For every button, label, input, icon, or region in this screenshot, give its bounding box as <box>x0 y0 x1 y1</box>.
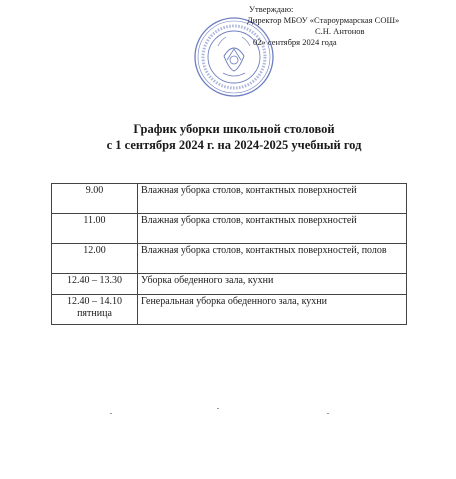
schedule-time-note: пятница <box>77 308 112 319</box>
table-row <box>52 295 407 325</box>
scan-speck <box>110 413 112 414</box>
schedule-task: Уборка обеденного зала, кухни <box>138 274 407 295</box>
schedule-task: Влажная уборка столов, контактных поверхностей, полов <box>138 244 407 274</box>
schedule-time: 9.00 <box>52 184 138 214</box>
schedule-time: 12.40 – 14.10 <box>67 296 122 307</box>
schedule-task: Генеральная уборка обеденного зала, кухни <box>138 295 407 325</box>
table-row <box>52 214 407 244</box>
schedule-time-cell <box>52 295 138 325</box>
table-row <box>52 244 407 274</box>
scan-speck <box>217 408 219 409</box>
approval-position: Директор МБОУ «Староурмарская СОШ» <box>247 15 400 25</box>
approval-date: 02» сентября 2024 года <box>253 37 337 47</box>
document-subtitle: с 1 сентября 2024 г. на 2024-2025 учебный год <box>106 138 362 152</box>
schedule-time: 11.00 <box>52 214 138 244</box>
schedule-task: Влажная уборка столов, контактных поверхностей <box>138 184 407 214</box>
table-row <box>52 274 407 295</box>
document-title: График уборки школьной столовой <box>133 122 335 136</box>
cleaning-schedule-table <box>51 183 407 325</box>
approval-signatory: С.Н. Антонов <box>315 26 365 36</box>
schedule-time: 12.40 – 13.30 <box>52 274 138 295</box>
schedule-time: 12.00 <box>52 244 138 274</box>
schedule-task: Влажная уборка столов, контактных поверхностей <box>138 214 407 244</box>
approval-block <box>247 4 447 48</box>
table-row <box>52 184 407 214</box>
scan-speck <box>327 413 329 414</box>
approval-heading: Утверждаю: <box>249 4 294 14</box>
